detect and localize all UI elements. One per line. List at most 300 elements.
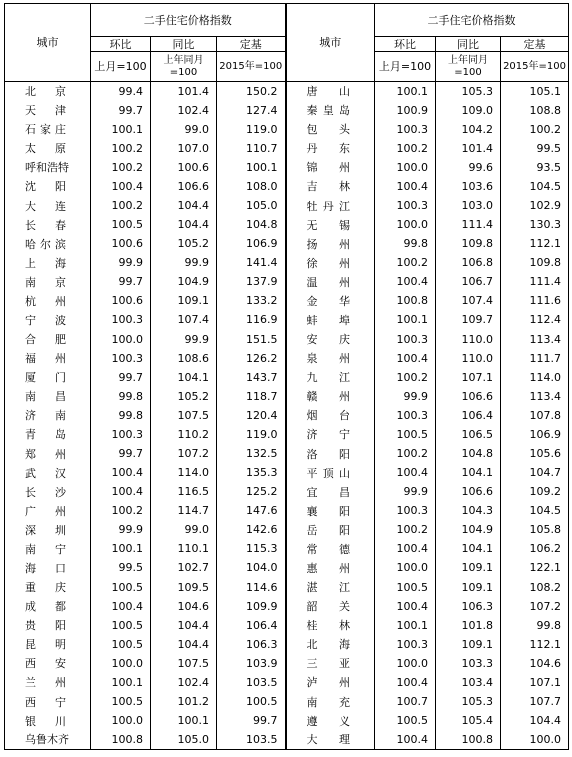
mom-cell-right: 100.4 [375, 177, 436, 196]
fixed-base-cell-right: 105.8 [501, 520, 569, 539]
fixed-base-cell-right: 99.8 [501, 616, 569, 635]
fixed-base-cell-left: 125.2 [217, 482, 286, 501]
mom-cell-right: 99.9 [375, 482, 436, 501]
mom-cell-right: 100.3 [375, 196, 436, 215]
table-row [5, 635, 569, 654]
yoy-cell-right: 109.1 [436, 635, 501, 654]
city-cell-right: 平顶山 [286, 463, 375, 482]
yoy-cell-left: 108.6 [151, 349, 217, 368]
fixed-base-cell-left: 115.3 [217, 539, 286, 558]
mom-cell-left: 99.9 [91, 253, 151, 272]
city-cell-right: 牡丹江 [286, 196, 375, 215]
index-title-left: 二手住宅价格指数 [91, 4, 286, 37]
fixed-base-cell-right: 104.5 [501, 501, 569, 520]
mom-cell-left: 100.3 [91, 310, 151, 329]
city-cell-right: 温州 [286, 272, 375, 291]
yoy-cell-right: 104.2 [436, 120, 501, 139]
table-row [5, 578, 569, 597]
yoy-header-right: 同比 [436, 37, 501, 52]
city-cell-right: 扬州 [286, 234, 375, 253]
mom-cell-left: 100.2 [91, 139, 151, 158]
fixed-base-cell-left: 106.3 [217, 635, 286, 654]
mom-cell-left: 100.5 [91, 215, 151, 234]
fixed-base-cell-left: 106.9 [217, 234, 286, 253]
mom-cell-right: 100.1 [375, 616, 436, 635]
fixed-base-cell-left: 99.7 [217, 711, 286, 730]
mom-cell-left: 99.8 [91, 406, 151, 425]
fixed-base-cell-right: 122.1 [501, 558, 569, 577]
yoy-cell-right: 101.8 [436, 616, 501, 635]
yoy-cell-left: 105.0 [151, 730, 217, 749]
yoy-cell-left: 104.1 [151, 368, 217, 387]
city-column-header-left: 城市 [5, 4, 91, 82]
yoy-cell-right: 104.1 [436, 463, 501, 482]
yoy-cell-left: 107.4 [151, 310, 217, 329]
table-row [5, 310, 569, 329]
fixed-base-cell-right: 107.7 [501, 692, 569, 711]
city-cell-left: 南宁 [5, 539, 91, 558]
yoy-cell-left: 99.9 [151, 330, 217, 349]
yoy-cell-left: 105.2 [151, 387, 217, 406]
mom-cell-right: 99.8 [375, 234, 436, 253]
table-row [5, 139, 569, 158]
city-cell-right: 锦州 [286, 158, 375, 177]
price-index-table-container [4, 3, 568, 750]
fixed-base-cell-left: 150.2 [217, 82, 286, 101]
city-cell-left: 海口 [5, 558, 91, 577]
city-cell-right: 包头 [286, 120, 375, 139]
mom-header-right: 环比 [375, 37, 436, 52]
city-cell-right: 烟台 [286, 406, 375, 425]
city-cell-right: 赣州 [286, 387, 375, 406]
mom-cell-right: 100.0 [375, 215, 436, 234]
table-row [5, 406, 569, 425]
mom-cell-left: 99.9 [91, 520, 151, 539]
table-row [5, 501, 569, 520]
city-cell-right: 安庆 [286, 330, 375, 349]
mom-cell-left: 100.4 [91, 597, 151, 616]
fixed-base-cell-left: 135.3 [217, 463, 286, 482]
city-cell-left: 重庆 [5, 578, 91, 597]
fixed-base-cell-right: 112.4 [501, 310, 569, 329]
city-cell-left: 青岛 [5, 425, 91, 444]
yoy-cell-left: 109.1 [151, 291, 217, 310]
city-cell-right: 襄阳 [286, 501, 375, 520]
mom-cell-right: 100.3 [375, 330, 436, 349]
yoy-cell-left: 110.1 [151, 539, 217, 558]
fixed-base-cell-right: 106.9 [501, 425, 569, 444]
table-row [5, 539, 569, 558]
mom-cell-right: 100.0 [375, 558, 436, 577]
table-body [5, 82, 569, 750]
mom-cell-right: 100.4 [375, 730, 436, 749]
mom-cell-left: 99.7 [91, 444, 151, 463]
fixed-base-cell-left: 103.5 [217, 730, 286, 749]
yoy-cell-left: 99.9 [151, 253, 217, 272]
table-header [5, 4, 569, 82]
city-cell-right: 宜昌 [286, 482, 375, 501]
mom-cell-right: 100.4 [375, 272, 436, 291]
yoy-cell-left: 116.5 [151, 482, 217, 501]
yoy-cell-left: 110.2 [151, 425, 217, 444]
yoy-cell-right: 106.6 [436, 387, 501, 406]
table-row [5, 158, 569, 177]
city-cell-right: 惠州 [286, 558, 375, 577]
fixed-base-cell-left: 109.9 [217, 597, 286, 616]
city-cell-left: 西宁 [5, 692, 91, 711]
yoy-cell-right: 106.5 [436, 425, 501, 444]
fixed-base-cell-left: 118.7 [217, 387, 286, 406]
table-row [5, 177, 569, 196]
mom-cell-left: 99.7 [91, 272, 151, 291]
city-cell-left: 石家庄 [5, 120, 91, 139]
yoy-cell-right: 109.0 [436, 101, 501, 120]
table-row [5, 482, 569, 501]
table-row [5, 463, 569, 482]
yoy-cell-right: 101.4 [436, 139, 501, 158]
mom-cell-left: 100.2 [91, 501, 151, 520]
city-cell-right: 桂林 [286, 616, 375, 635]
yoy-cell-left: 99.0 [151, 120, 217, 139]
fixed-base-cell-left: 143.7 [217, 368, 286, 387]
city-cell-right: 济宁 [286, 425, 375, 444]
city-cell-left: 乌鲁木齐 [5, 730, 91, 749]
mom-cell-right: 100.3 [375, 635, 436, 654]
city-cell-right: 吉林 [286, 177, 375, 196]
table-row [5, 291, 569, 310]
fixed-base-cell-right: 106.2 [501, 539, 569, 558]
yoy-cell-right: 111.4 [436, 215, 501, 234]
yoy-cell-left: 104.4 [151, 215, 217, 234]
yoy-cell-right: 105.4 [436, 711, 501, 730]
mom-cell-right: 100.2 [375, 139, 436, 158]
yoy-cell-left: 114.0 [151, 463, 217, 482]
mom-cell-right: 100.1 [375, 310, 436, 329]
yoy-cell-left: 106.6 [151, 177, 217, 196]
fixed-base-cell-left: 105.0 [217, 196, 286, 215]
mom-cell-left: 100.5 [91, 578, 151, 597]
city-cell-left: 厦门 [5, 368, 91, 387]
table-row [5, 654, 569, 673]
mom-cell-left: 99.7 [91, 101, 151, 120]
mom-cell-right: 100.4 [375, 673, 436, 692]
fixed-base-cell-left: 116.9 [217, 310, 286, 329]
yoy-cell-left: 101.2 [151, 692, 217, 711]
mom-cell-left: 100.5 [91, 635, 151, 654]
yoy-base-right: 上年同月=100 [436, 52, 501, 82]
mom-cell-left: 100.8 [91, 730, 151, 749]
yoy-cell-left: 107.5 [151, 406, 217, 425]
yoy-cell-left: 99.0 [151, 520, 217, 539]
yoy-cell-right: 106.8 [436, 253, 501, 272]
fixed-base-cell-left: 132.5 [217, 444, 286, 463]
yoy-cell-left: 102.7 [151, 558, 217, 577]
mom-cell-left: 100.6 [91, 234, 151, 253]
mom-cell-left: 100.4 [91, 482, 151, 501]
mom-cell-left: 100.5 [91, 692, 151, 711]
city-cell-right: 大理 [286, 730, 375, 749]
yoy-cell-left: 107.0 [151, 139, 217, 158]
fixed-base-cell-right: 107.2 [501, 597, 569, 616]
mom-cell-right: 100.4 [375, 463, 436, 482]
fixed-base-cell-right: 108.2 [501, 578, 569, 597]
yoy-cell-left: 104.9 [151, 272, 217, 291]
mom-cell-left: 99.8 [91, 387, 151, 406]
yoy-cell-right: 104.3 [436, 501, 501, 520]
mom-cell-right: 100.9 [375, 101, 436, 120]
mom-cell-left: 100.3 [91, 349, 151, 368]
table-row [5, 692, 569, 711]
table-row [5, 368, 569, 387]
mom-cell-left: 100.3 [91, 425, 151, 444]
city-cell-left: 贵阳 [5, 616, 91, 635]
fixed-base-cell-right: 104.5 [501, 177, 569, 196]
table-row [5, 330, 569, 349]
table-row [5, 215, 569, 234]
fixed-base-cell-right: 100.0 [501, 730, 569, 749]
mom-cell-left: 100.0 [91, 654, 151, 673]
mom-cell-right: 100.3 [375, 501, 436, 520]
fixed-base-cell-left: 114.6 [217, 578, 286, 597]
fixed-base-cell-left: 119.0 [217, 425, 286, 444]
fixed-base-cell-right: 109.2 [501, 482, 569, 501]
fixed-base-cell-right: 99.5 [501, 139, 569, 158]
city-cell-right: 北海 [286, 635, 375, 654]
fixed-base-cell-right: 105.1 [501, 82, 569, 101]
yoy-cell-right: 109.1 [436, 578, 501, 597]
mom-cell-right: 100.4 [375, 539, 436, 558]
city-cell-left: 武汉 [5, 463, 91, 482]
mom-cell-left: 99.5 [91, 558, 151, 577]
fixed-base-cell-left: 126.2 [217, 349, 286, 368]
yoy-cell-right: 109.1 [436, 558, 501, 577]
fixed-base-cell-left: 103.9 [217, 654, 286, 673]
table-row [5, 425, 569, 444]
yoy-cell-right: 100.8 [436, 730, 501, 749]
city-cell-left: 西安 [5, 654, 91, 673]
city-cell-left: 沈阳 [5, 177, 91, 196]
fixed-base-header-right: 定基 [501, 37, 569, 52]
yoy-cell-right: 106.6 [436, 482, 501, 501]
fixed-base-cell-left: 106.4 [217, 616, 286, 635]
yoy-cell-left: 100.6 [151, 158, 217, 177]
city-cell-right: 蚌埠 [286, 310, 375, 329]
city-cell-left: 兰州 [5, 673, 91, 692]
city-cell-left: 成都 [5, 597, 91, 616]
city-cell-left: 宁波 [5, 310, 91, 329]
fixed-base-cell-left: 103.5 [217, 673, 286, 692]
city-cell-right: 秦皇岛 [286, 101, 375, 120]
city-cell-right: 唐山 [286, 82, 375, 101]
fixed-base-header-left: 定基 [217, 37, 286, 52]
mom-cell-left: 99.4 [91, 82, 151, 101]
fixed-base-cell-right: 112.1 [501, 234, 569, 253]
yoy-cell-right: 104.8 [436, 444, 501, 463]
fixed-base-cell-right: 104.4 [501, 711, 569, 730]
city-cell-right: 泸州 [286, 673, 375, 692]
city-cell-left: 深圳 [5, 520, 91, 539]
yoy-cell-right: 105.3 [436, 692, 501, 711]
fixed-base-cell-left: 127.4 [217, 101, 286, 120]
mom-header-left: 环比 [91, 37, 151, 52]
yoy-cell-left: 107.2 [151, 444, 217, 463]
city-cell-left: 南昌 [5, 387, 91, 406]
fixed-base-cell-left: 141.4 [217, 253, 286, 272]
fixed-base-cell-right: 111.7 [501, 349, 569, 368]
city-cell-left: 呼和浩特 [5, 158, 91, 177]
city-cell-left: 上海 [5, 253, 91, 272]
city-column-header-right: 城市 [286, 4, 375, 82]
table-row [5, 120, 569, 139]
yoy-cell-left: 104.4 [151, 616, 217, 635]
mom-cell-left: 100.0 [91, 330, 151, 349]
fixed-base-cell-left: 108.0 [217, 177, 286, 196]
yoy-cell-right: 103.6 [436, 177, 501, 196]
city-cell-left: 杭州 [5, 291, 91, 310]
yoy-cell-right: 107.1 [436, 368, 501, 387]
table-row [5, 597, 569, 616]
yoy-cell-left: 105.2 [151, 234, 217, 253]
table-row [5, 349, 569, 368]
yoy-cell-right: 105.3 [436, 82, 501, 101]
yoy-cell-right: 104.9 [436, 520, 501, 539]
fixed-base-cell-right: 102.9 [501, 196, 569, 215]
yoy-cell-right: 107.4 [436, 291, 501, 310]
yoy-cell-right: 106.7 [436, 272, 501, 291]
fixed-base-cell-right: 104.6 [501, 654, 569, 673]
city-cell-left: 哈尔滨 [5, 234, 91, 253]
table-row [5, 673, 569, 692]
fixed-base-cell-left: 147.6 [217, 501, 286, 520]
fixed-base-cell-right: 111.6 [501, 291, 569, 310]
city-cell-left: 福州 [5, 349, 91, 368]
fixed-base-cell-right: 104.7 [501, 463, 569, 482]
fixed-base-cell-right: 105.6 [501, 444, 569, 463]
yoy-cell-left: 100.1 [151, 711, 217, 730]
fixed-base-cell-right: 113.4 [501, 387, 569, 406]
city-cell-left: 广州 [5, 501, 91, 520]
table-row [5, 711, 569, 730]
city-cell-right: 三亚 [286, 654, 375, 673]
fixed-base-cell-right: 111.4 [501, 272, 569, 291]
city-cell-left: 郑州 [5, 444, 91, 463]
yoy-header-left: 同比 [151, 37, 217, 52]
city-cell-left: 昆明 [5, 635, 91, 654]
city-cell-right: 洛阳 [286, 444, 375, 463]
mom-cell-right: 100.8 [375, 291, 436, 310]
fixed-base-cell-right: 112.1 [501, 635, 569, 654]
yoy-cell-left: 109.5 [151, 578, 217, 597]
fixed-base-cell-left: 100.1 [217, 158, 286, 177]
city-cell-left: 长春 [5, 215, 91, 234]
city-cell-left: 银川 [5, 711, 91, 730]
yoy-cell-right: 99.6 [436, 158, 501, 177]
city-cell-left: 太原 [5, 139, 91, 158]
mom-cell-left: 100.1 [91, 539, 151, 558]
yoy-cell-right: 104.1 [436, 539, 501, 558]
table-row [5, 387, 569, 406]
mom-cell-right: 100.0 [375, 158, 436, 177]
fixed-base-cell-left: 119.0 [217, 120, 286, 139]
table-row [5, 444, 569, 463]
table-row [5, 234, 569, 253]
city-cell-right: 南充 [286, 692, 375, 711]
fixed-base-cell-right: 130.3 [501, 215, 569, 234]
yoy-base-left: 上年同月=100 [151, 52, 217, 82]
fixed-base-cell-left: 120.4 [217, 406, 286, 425]
fixed-base-cell-left: 133.2 [217, 291, 286, 310]
city-cell-left: 北京 [5, 82, 91, 101]
city-cell-right: 遵义 [286, 711, 375, 730]
city-cell-right: 常德 [286, 539, 375, 558]
mom-cell-right: 100.5 [375, 425, 436, 444]
table-row [5, 196, 569, 215]
mom-cell-left: 100.4 [91, 177, 151, 196]
city-cell-right: 韶关 [286, 597, 375, 616]
city-cell-right: 九江 [286, 368, 375, 387]
mom-cell-left: 100.6 [91, 291, 151, 310]
city-cell-left: 大连 [5, 196, 91, 215]
table-row [5, 616, 569, 635]
fixed-base-cell-right: 108.8 [501, 101, 569, 120]
fixed-base-cell-right: 113.4 [501, 330, 569, 349]
table-row [5, 272, 569, 291]
mom-cell-left: 100.2 [91, 158, 151, 177]
yoy-cell-right: 106.4 [436, 406, 501, 425]
table-row [5, 520, 569, 539]
mom-cell-right: 100.3 [375, 406, 436, 425]
fixed-base-cell-left: 110.7 [217, 139, 286, 158]
mom-base-left: 上月=100 [91, 52, 151, 82]
table-row [5, 101, 569, 120]
city-cell-right: 无锡 [286, 215, 375, 234]
fixed-base-cell-left: 137.9 [217, 272, 286, 291]
mom-cell-right: 100.4 [375, 597, 436, 616]
yoy-cell-right: 103.4 [436, 673, 501, 692]
mom-cell-right: 100.0 [375, 654, 436, 673]
yoy-cell-right: 110.0 [436, 330, 501, 349]
mom-cell-right: 100.3 [375, 120, 436, 139]
mom-cell-right: 100.4 [375, 349, 436, 368]
city-cell-left: 天津 [5, 101, 91, 120]
price-index-table [4, 3, 569, 750]
mom-cell-right: 99.9 [375, 387, 436, 406]
mom-cell-left: 100.5 [91, 616, 151, 635]
mom-cell-right: 100.2 [375, 368, 436, 387]
mom-base-right: 上月=100 [375, 52, 436, 82]
mom-cell-right: 100.5 [375, 711, 436, 730]
fixed-base-cell-left: 100.5 [217, 692, 286, 711]
mom-cell-right: 100.5 [375, 578, 436, 597]
yoy-cell-right: 103.3 [436, 654, 501, 673]
city-cell-left: 长沙 [5, 482, 91, 501]
yoy-cell-right: 109.8 [436, 234, 501, 253]
city-cell-left: 南京 [5, 272, 91, 291]
city-cell-right: 岳阳 [286, 520, 375, 539]
yoy-cell-right: 110.0 [436, 349, 501, 368]
city-cell-left: 济南 [5, 406, 91, 425]
fixed-base-cell-right: 109.8 [501, 253, 569, 272]
fixed-base-cell-right: 100.2 [501, 120, 569, 139]
yoy-cell-left: 107.5 [151, 654, 217, 673]
mom-cell-left: 99.7 [91, 368, 151, 387]
city-cell-right: 湛江 [286, 578, 375, 597]
city-cell-right: 金华 [286, 291, 375, 310]
city-cell-left: 合肥 [5, 330, 91, 349]
table-row [5, 82, 569, 101]
fixed-base-cell-left: 142.6 [217, 520, 286, 539]
city-cell-right: 丹东 [286, 139, 375, 158]
